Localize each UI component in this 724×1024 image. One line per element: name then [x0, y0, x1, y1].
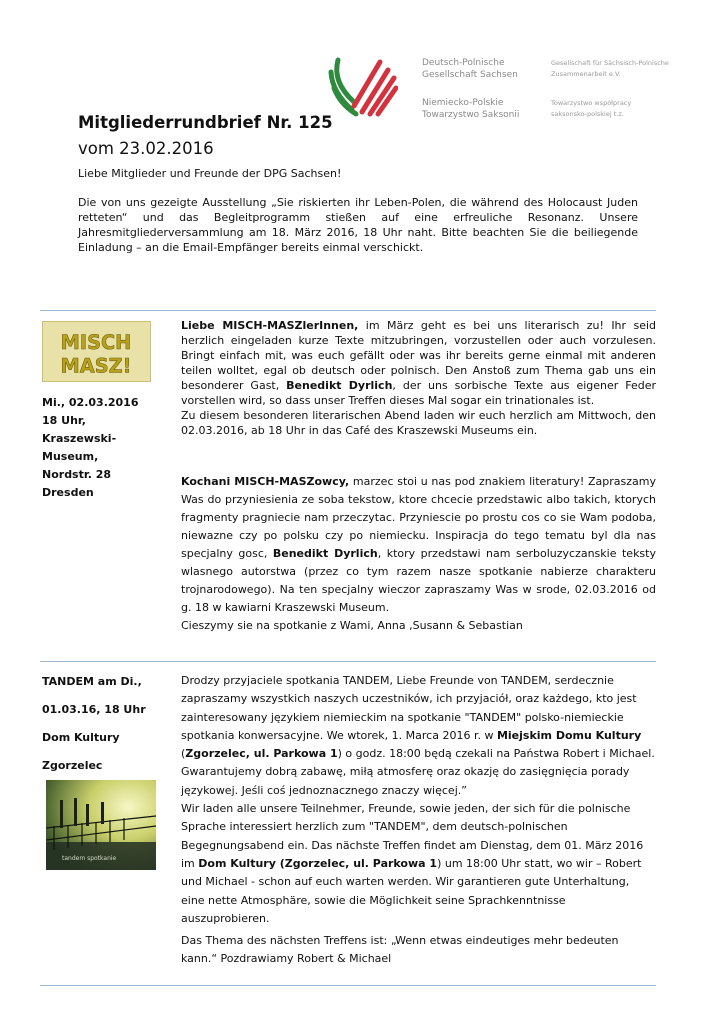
org-name-german: Deutsch-Polnische Gesellschaft Sachsen [422, 58, 518, 80]
newsletter-date: vom 23.02.2016 [78, 139, 214, 158]
masz-text: MASZ! [60, 354, 132, 378]
divider [40, 661, 656, 662]
org-subtitle-polish: Towarzystwo współpracy saksonsko-polskiej t.z. [551, 99, 632, 118]
greeting: Liebe Mitglieder und Freunde der DPG Sachsen! [78, 167, 342, 180]
misch-masz-image [42, 321, 151, 382]
misch-text: MISCH [60, 331, 132, 355]
dpg-logo [326, 52, 398, 118]
event2-german-text: Wir laden alle unsere Teilnehmer, Freunde, sowie jeden, der sich für die polnische Sprache interessiert herzlich zum "TANDEM", dem deutsch-polnischen Begegnungsabend ein. Das nächste Treffen findet am Dienstag, dem 01. März 2016 im Dom Kultury (Zgorzelec, ul. Parkowa 1) um 18:00 Uhr statt, wo wir – Robert und Michael - schon auf euch warten werden. Wir garantieren gute Unterhaltung, eine nette Atmosphäre, sowie die Möglichkeit seine Sprachkenntnisse auszuprobieren. [181, 802, 644, 925]
org-subtitle-german: Gesellschaft für Sächsisch-Polnische Zusammenarbeit e.V. [551, 59, 669, 78]
divider [40, 985, 656, 986]
divider [40, 310, 656, 311]
event2-text [181, 672, 656, 969]
event1-polish-text: Kochani MISCH-MASZowcy, marzec stoi u nas pod znakiem literatury! Zapraszamy Was do przyniesienia ze soba tekstow, ktore chcecie przedstawic albo takich, ktorych fragmenty pragniecie nam przeczytac. Przyniescie po prostu cos co sie Wam podoba, niewazne czy po polsku czy po niemiecku. Inspiracja do tego tematu byl dla nas specjalny gosc, Benedikt Dyrlich, ktory przedstawi nam serboluzyczanskie teksty wlasnego autorstwa (przez co tym razem nasze spotkanie nabierze charakteru trojnarodowego). Na ten specjalny wieczor zapraszamy Was w srode, 02.03.2016 od g. 18 w kawiarni Kraszewski Museum. Cieszymy sie na spotkanie z Wami, Anna ,Susann & Sebastian [181, 475, 656, 632]
org-name-polish: Niemiecko-Polskie Towarzystwo Saksonii [422, 98, 520, 120]
event2-theme: Das Thema des nächsten Treffens ist: „Wenn etwas eindeutiges mehr bedeuten kann.“ Pozdrawiamy Robert & Michael [181, 934, 619, 966]
event1-sidebar: Mi., 02.03.2016 18 Uhr, Kraszewski- Museum, Nordstr. 28 Dresden [42, 396, 139, 499]
tandem-photo [46, 780, 156, 870]
newsletter-title: Mitgliederrundbrief Nr. 125 [78, 113, 333, 132]
tandem-photo-caption: tandem spotkanie [62, 855, 117, 862]
intro-paragraph: Die von uns gezeigte Ausstellung „Sie riskierten ihr Leben-Polen, die während des Holocaust Juden retteten“ und das Begleitprogramm stießen auf eine erfreuliche Resonanz. Unsere Jahresmitgliederversammlung am 18. März 2016, 18 Uhr naht. Bitte beachten Sie die beiliegende Einladung – an die Email-Empfänger bereits einmal verschickt. [78, 196, 638, 254]
event2-sidebar: TANDEM am Di., 01.03.16, 18 Uhr Dom Kultury Zgorzelec [42, 675, 146, 772]
event2-polish-text: Drodzy przyjaciele spotkania TANDEM, Liebe Freunde von TANDEM, serdecznie zapraszamy wszystkich naszych uczestników, ich przyjaciół, oraz każdego, kto jest zainteresowany językiem niemieckim na spotkanie "TANDEM" polsko-niemieckie spotkania konwersacyjne. We wtorek, 1. Marca 2016 r. w Miejskim Domu Kultury (Zgorzelec, ul. Parkowa 1) o godz. 18:00 będą czekali na Państwa Robert i Michael. Gwarantujemy dobrą zabawę, miłą atmosferę oraz okazję do zasięgnięcia porady językowej. Jeśli coś jednoznacznego znaczy więcej.” [181, 674, 655, 797]
event1-german-text: Liebe MISCH-MASZlerInnen, im März geht es bei uns literarisch zu! Ihr seid herzlich eingeladen kurze Texte mitzubringen, vorzustellen oder auch vorzulesen. Bringt einfach mit, was euch gefällt oder was ihr bereits gerne einmal mit anderen teilen wolltet, egal ob deutsch oder polnisch. Den Anstoß zum Thema gab uns ein besonderer Gast, Benedikt Dyrlich, der uns sorbische Texte aus eigener Feder vorstellen wird, so dass unser Treffen dieses Mal sogar ein trinationales ist. Zu diesem besonderen literarischen Abend laden wir euch herzlich am Mittwoch, den 02.03.2016, ab 18 Uhr in das Café des Kraszewski Museums ein. [181, 319, 657, 437]
